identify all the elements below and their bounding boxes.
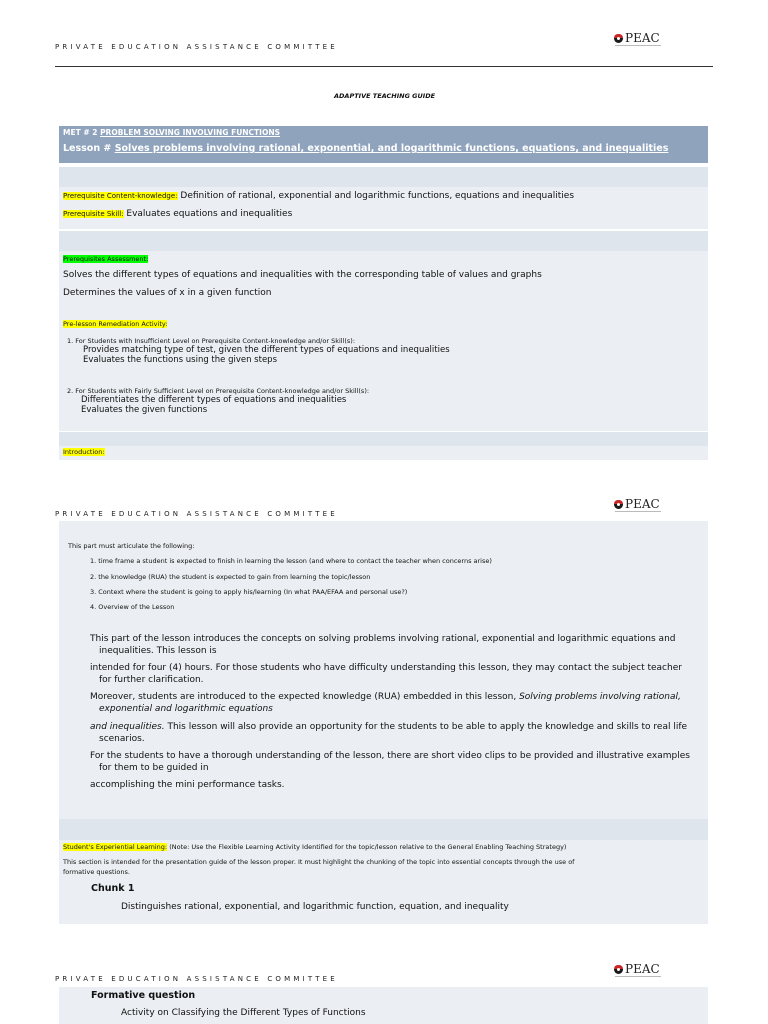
articulate-item-4: 4. Overview of the Lesson: [90, 603, 175, 611]
prereq-content-text: Definition of rational, exponential and logarithmic functions, equations and inequalities: [177, 191, 575, 201]
articulate-item-2: 2. the knowledge (RUA) the student is expected to gain from learning the topic/lesson: [90, 573, 371, 581]
spacer-band: [59, 819, 708, 840]
introduction-label: Introduction:: [63, 448, 105, 456]
articulate-heading: This part must articulate the following:: [68, 542, 195, 550]
header-org-name: PRIVATE EDUCATION ASSISTANCE COMMITTEE: [55, 510, 338, 518]
remediation-label: Pre-lesson Remediation Activity:: [63, 320, 168, 328]
peac-emblem-icon: [614, 500, 623, 509]
articulate-item-1: 1. time frame a student is expected to finish in learning the lesson (and where to contact the teacher when concerns arise): [90, 557, 492, 565]
met-title: MET # 2 PROBLEM SOLVING INVOLVING FUNCTIONS: [63, 128, 281, 137]
experiential-section: [59, 840, 708, 924]
formative-text: Activity on Classifying the Different Types of Functions: [121, 1008, 366, 1018]
intro-paragraph-6: accomplishing the mini performance tasks.: [90, 780, 285, 790]
remediation-item-1-head: 1. For Students with Insufficient Level on Prerequisite Content-knowledge and/or Skill(s):: [67, 337, 356, 345]
remediation-item-2-head: 2. For Students with Fairly Sufficient Level on Prerequisite Content-knowledge and/or Skill(s):: [67, 387, 370, 395]
formative-title: Formative question: [91, 990, 196, 1001]
prereq-content-line: [63, 191, 574, 201]
peac-logo: [614, 31, 660, 45]
introduction-label-row: [59, 446, 708, 460]
intro-paragraph-3: Moreover, students are introduced to the expected knowledge (RUA) embedded in this lesson, Solving problems involving rational, exponential and logarithmic equations: [90, 692, 681, 714]
intro-paragraph-4: and inequalities. This lesson will also provide an opportunity for the students to be able to apply the knowledge and skills to real life scenarios.: [90, 722, 688, 744]
chunk-title: Chunk 1: [91, 883, 135, 894]
peac-logo-text: PEAC: [625, 962, 660, 976]
spacer-band: [59, 231, 708, 251]
prereq-skill-label: Prerequisite Skill:: [63, 210, 124, 218]
remediation-item-1-line-1: Provides matching type of test, given the different types of equations and inequalities: [83, 345, 450, 355]
header-rule: [55, 66, 713, 67]
assessment-line-2: Determines the values of x in a given function: [63, 288, 272, 298]
prereq-content-label: Prerequisite Content-knowledge:: [63, 192, 178, 200]
peac-logo-text: PEAC: [625, 497, 660, 511]
peac-emblem-icon: [614, 34, 623, 43]
spacer-band: [59, 167, 708, 187]
remediation-item-2-line-2: Evaluates the given functions: [81, 405, 208, 415]
peac-emblem-icon: [614, 965, 623, 974]
remediation-item-1-line-2: Evaluates the functions using the given steps: [83, 355, 277, 365]
formative-section: [59, 987, 708, 1024]
header-org-name: PRIVATE EDUCATION ASSISTANCE COMMITTEE: [55, 43, 338, 51]
intro-paragraph-1: This part of the lesson introduces the concepts on solving problems involving rational, exponential and logarithmic equations and inequalities. This lesson is: [90, 634, 676, 656]
peac-logo-text: PEAC: [625, 31, 660, 45]
remediation-item-2-line-1: Differentiates the different types of equations and inequalities: [81, 395, 347, 405]
peac-logo: [614, 497, 660, 511]
intro-paragraph-5: For the students to have a thorough understanding of the lesson, there are short video clips to be provided and illustrative examples for them to be guided in: [90, 751, 690, 773]
experiential-label: Student's Experiential Learning:: [63, 843, 168, 851]
header-org-name: PRIVATE EDUCATION ASSISTANCE COMMITTEE: [55, 975, 338, 983]
document-title: ADAPTIVE TEACHING GUIDE: [334, 92, 436, 100]
assessment-line-1: Solves the different types of equations and inequalities with the corresponding table of values and graphs: [63, 270, 542, 280]
prerequisite-section: [59, 187, 708, 229]
articulate-item-3: 3. Context where the student is going to apply his/learning (In what PAA/EFAA and personal use?): [90, 588, 408, 596]
prereq-skill-text: Evaluates equations and inequalities: [123, 209, 293, 219]
assessment-section: [59, 251, 708, 431]
prereq-skill-line: [63, 209, 292, 219]
experiential-desc-1: This section is intended for the presentation guide of the lesson proper. It must highlight the chunking of the topic into essential concepts through the use of: [63, 858, 575, 866]
experiential-desc-2: formative questions.: [63, 868, 130, 876]
intro-paragraph-2: intended for four (4) hours. For those students who have difficulty understanding this lesson, they may contact the subject teacher for further clarification.: [90, 663, 682, 685]
introduction-section: [59, 521, 708, 819]
experiential-note: (Note: Use the Flexible Learning Activity Identified for the topic/lesson relative to the General Enabling Teaching Strategy): [167, 843, 567, 851]
spacer-band: [59, 432, 708, 446]
lesson-header-bar: [59, 126, 708, 163]
chunk-text: Distinguishes rational, exponential, and logarithmic function, equation, and inequality: [121, 902, 509, 912]
experiential-line: [63, 843, 566, 851]
peac-logo: [614, 962, 660, 976]
lesson-title: Lesson # Solves problems involving rational, exponential, and logarithmic functions, equations, and inequalities: [63, 143, 669, 154]
lesson-name: Solves problems involving rational, exponential, and logarithmic functions, equations, and inequalities: [114, 143, 669, 154]
met-name: PROBLEM SOLVING INVOLVING FUNCTIONS: [100, 128, 281, 137]
prereq-assessment-label: Prerequisites Assessment:: [63, 255, 149, 263]
